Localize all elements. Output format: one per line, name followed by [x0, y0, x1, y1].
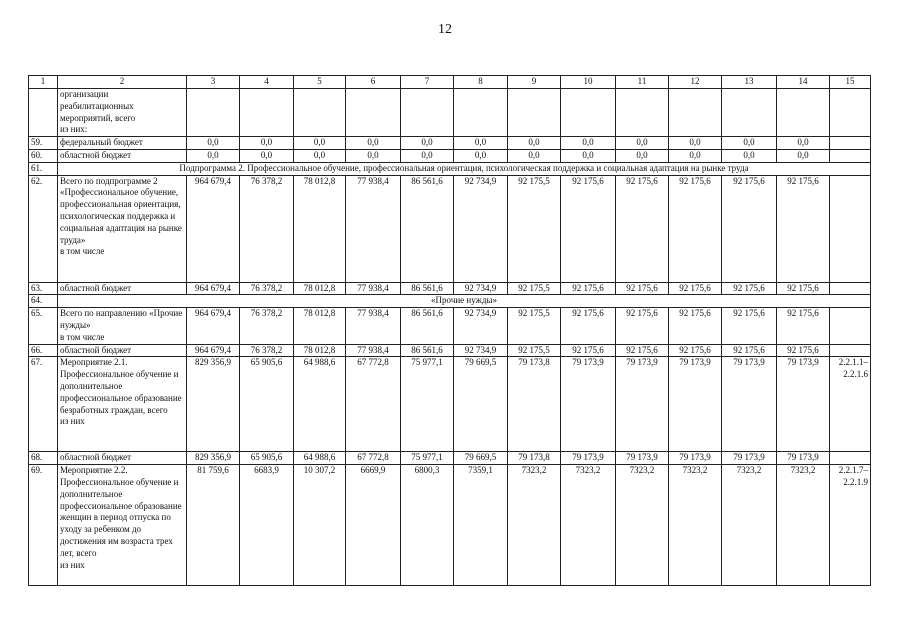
- value-cell: 92 175,6: [722, 175, 777, 282]
- reference-cell: [830, 89, 871, 137]
- value-cell: 0,0: [777, 137, 830, 150]
- value-cell: 64 988,6: [294, 357, 346, 452]
- reference-cell: [830, 175, 871, 282]
- row-index: 68.: [29, 452, 58, 465]
- value-cell: 79 173,8: [508, 357, 561, 452]
- row-index: 60.: [29, 149, 58, 162]
- value-cell: 92 175,6: [722, 344, 777, 357]
- reference-cell: [830, 137, 871, 150]
- value-cell: 92 175,6: [777, 175, 830, 282]
- value-cell: 0,0: [294, 149, 346, 162]
- value-cell: 0,0: [669, 137, 722, 150]
- value-cell: 75 977,1: [401, 452, 454, 465]
- value-cell: 0,0: [561, 137, 616, 150]
- value-cell: 92 175,6: [616, 344, 669, 357]
- row-label: Мероприятие 2.2. Профессиональное обучение и дополнительное профессиональное образование женщин в период отпуска по уходу за ребенком до достижения им возраста трех лет, всего из них: [58, 465, 187, 586]
- value-cell: 65 905,6: [240, 357, 294, 452]
- value-cell: 92 734,9: [454, 308, 508, 344]
- section-heading: Подпрограмма 2. Профессиональное обучение, профессиональная ориентация, психологическая поддержка и социальная адаптация на рынке труда: [58, 162, 871, 175]
- value-cell: 86 561,6: [401, 175, 454, 282]
- value-cell: 79 173,9: [561, 357, 616, 452]
- table-row: [29, 137, 871, 150]
- value-cell: 92 175,6: [561, 175, 616, 282]
- value-cell: 0,0: [346, 137, 401, 150]
- value-cell: 86 561,6: [401, 344, 454, 357]
- value-cell: 79 173,8: [508, 452, 561, 465]
- value-cell: 67 772,8: [346, 452, 401, 465]
- value-cell: 0,0: [346, 149, 401, 162]
- row-label: областной бюджет: [58, 282, 187, 295]
- value-cell: 0,0: [187, 137, 240, 150]
- value-cell: 6800,3: [401, 465, 454, 586]
- value-cell: 79 669,5: [454, 357, 508, 452]
- value-cell: 79 669,5: [454, 452, 508, 465]
- value-cell: 0,0: [669, 149, 722, 162]
- value-cell: 76 378,2: [240, 175, 294, 282]
- header-cell: 6: [346, 76, 401, 89]
- value-cell: 92 175,6: [669, 344, 722, 357]
- table-row: [29, 465, 871, 586]
- table-row: [29, 344, 871, 357]
- value-cell: 75 977,1: [401, 357, 454, 452]
- value-cell: 964 679,4: [187, 175, 240, 282]
- row-label: областной бюджет: [58, 149, 187, 162]
- value-cell: 7323,2: [508, 465, 561, 586]
- value-cell: [616, 89, 669, 137]
- table-row: [29, 357, 871, 452]
- value-cell: 67 772,8: [346, 357, 401, 452]
- value-cell: 79 173,9: [616, 452, 669, 465]
- value-cell: 79 173,9: [777, 357, 830, 452]
- row-index: 69.: [29, 465, 58, 586]
- row-index: 61.: [29, 162, 58, 175]
- value-cell: 92 175,5: [508, 175, 561, 282]
- row-label: организации реабилитационных мероприятий, всего из них:: [58, 89, 187, 137]
- table-row: [29, 162, 871, 175]
- value-cell: 76 378,2: [240, 282, 294, 295]
- value-cell: 0,0: [240, 137, 294, 150]
- value-cell: 0,0: [401, 137, 454, 150]
- reference-cell: [830, 149, 871, 162]
- value-cell: [669, 89, 722, 137]
- header-cell: 5: [294, 76, 346, 89]
- value-cell: 0,0: [240, 149, 294, 162]
- reference-cell: [830, 344, 871, 357]
- value-cell: 7323,2: [669, 465, 722, 586]
- header-cell: 15: [830, 76, 871, 89]
- value-cell: 92 175,5: [508, 282, 561, 295]
- row-label: Всего по направлению «Прочие нужды» в том числе: [58, 308, 187, 344]
- table-row: [29, 452, 871, 465]
- value-cell: 964 679,4: [187, 282, 240, 295]
- value-cell: 92 175,6: [722, 308, 777, 344]
- value-cell: 92 175,6: [669, 282, 722, 295]
- value-cell: 7323,2: [561, 465, 616, 586]
- value-cell: 0,0: [722, 137, 777, 150]
- header-cell: 8: [454, 76, 508, 89]
- row-label: областной бюджет: [58, 452, 187, 465]
- value-cell: 78 012,8: [294, 282, 346, 295]
- value-cell: 0,0: [561, 149, 616, 162]
- table-row: [29, 89, 871, 137]
- row-index: 63.: [29, 282, 58, 295]
- value-cell: 92 175,6: [669, 308, 722, 344]
- header-cell: 2: [58, 76, 187, 89]
- value-cell: 78 012,8: [294, 175, 346, 282]
- value-cell: 964 679,4: [187, 308, 240, 344]
- value-cell: 0,0: [777, 149, 830, 162]
- section-heading: «Прочие нужды»: [58, 295, 871, 308]
- value-cell: 92 175,6: [777, 344, 830, 357]
- value-cell: 92 175,6: [616, 282, 669, 295]
- value-cell: 76 378,2: [240, 344, 294, 357]
- reference-cell: [830, 452, 871, 465]
- header-cell: 1: [29, 76, 58, 89]
- value-cell: 0,0: [508, 149, 561, 162]
- reference-cell: [830, 308, 871, 344]
- table-row: [29, 295, 871, 308]
- reference-cell: 2.2.1.1–2.2.1.6: [830, 357, 871, 452]
- value-cell: 10 307,2: [294, 465, 346, 586]
- value-cell: 92 175,6: [722, 282, 777, 295]
- header-cell: 7: [401, 76, 454, 89]
- row-index: 59.: [29, 137, 58, 150]
- header-cell: 13: [722, 76, 777, 89]
- value-cell: 77 938,4: [346, 175, 401, 282]
- value-cell: 7323,2: [722, 465, 777, 586]
- value-cell: 0,0: [454, 137, 508, 150]
- value-cell: 92 734,9: [454, 282, 508, 295]
- value-cell: [561, 89, 616, 137]
- value-cell: 964 679,4: [187, 344, 240, 357]
- value-cell: [722, 89, 777, 137]
- value-cell: 92 734,9: [454, 175, 508, 282]
- header-cell: 10: [561, 76, 616, 89]
- row-index: 62.: [29, 175, 58, 282]
- value-cell: 76 378,2: [240, 308, 294, 344]
- value-cell: 78 012,8: [294, 344, 346, 357]
- value-cell: 0,0: [508, 137, 561, 150]
- value-cell: 86 561,6: [401, 282, 454, 295]
- row-index: 67.: [29, 357, 58, 452]
- value-cell: [346, 89, 401, 137]
- value-cell: [454, 89, 508, 137]
- reference-cell: 2.2.1.7–2.2.1.9: [830, 465, 871, 586]
- value-cell: 92 175,6: [777, 308, 830, 344]
- table-row: [29, 282, 871, 295]
- value-cell: 92 175,6: [561, 308, 616, 344]
- value-cell: 79 173,9: [561, 452, 616, 465]
- value-cell: [294, 89, 346, 137]
- value-cell: 79 173,9: [777, 452, 830, 465]
- row-index: 64.: [29, 295, 58, 308]
- value-cell: 0,0: [616, 137, 669, 150]
- row-index: 66.: [29, 344, 58, 357]
- header-cell: 9: [508, 76, 561, 89]
- value-cell: 92 175,6: [561, 282, 616, 295]
- value-cell: 65 905,6: [240, 452, 294, 465]
- table-row: [29, 175, 871, 282]
- value-cell: 0,0: [722, 149, 777, 162]
- table-row: [29, 308, 871, 344]
- value-cell: 0,0: [454, 149, 508, 162]
- row-index: 65.: [29, 308, 58, 344]
- budget-table: [28, 75, 871, 586]
- value-cell: [508, 89, 561, 137]
- value-cell: 92 175,6: [669, 175, 722, 282]
- row-label: Всего по подпрограмме 2 «Профессиональное обучение, профессиональная ориентация, психологическая поддержка и социальная адаптация на рынке труда» в том числе: [58, 175, 187, 282]
- value-cell: 829 356,9: [187, 452, 240, 465]
- row-label: Мероприятие 2.1. Профессиональное обучение и дополнительное профессиональное образование безработных граждан, всего из них: [58, 357, 187, 452]
- value-cell: 79 173,9: [616, 357, 669, 452]
- value-cell: 92 175,6: [616, 175, 669, 282]
- header-cell: 4: [240, 76, 294, 89]
- value-cell: 7323,2: [616, 465, 669, 586]
- value-cell: 79 173,9: [669, 452, 722, 465]
- value-cell: 92 175,6: [777, 282, 830, 295]
- value-cell: 92 175,5: [508, 308, 561, 344]
- value-cell: 77 938,4: [346, 282, 401, 295]
- value-cell: [240, 89, 294, 137]
- value-cell: 79 173,9: [669, 357, 722, 452]
- value-cell: [777, 89, 830, 137]
- value-cell: 92 175,5: [508, 344, 561, 357]
- value-cell: 829 356,9: [187, 357, 240, 452]
- value-cell: 0,0: [187, 149, 240, 162]
- row-index: [29, 89, 58, 137]
- table-row: [29, 149, 871, 162]
- value-cell: 92 175,6: [561, 344, 616, 357]
- value-cell: [187, 89, 240, 137]
- header-cell: 11: [616, 76, 669, 89]
- value-cell: 79 173,9: [722, 357, 777, 452]
- value-cell: 79 173,9: [722, 452, 777, 465]
- value-cell: 81 759,6: [187, 465, 240, 586]
- value-cell: 92 175,6: [616, 308, 669, 344]
- value-cell: 0,0: [294, 137, 346, 150]
- header-cell: 14: [777, 76, 830, 89]
- header-row: [29, 76, 871, 89]
- value-cell: 86 561,6: [401, 308, 454, 344]
- reference-cell: [830, 282, 871, 295]
- row-label: областной бюджет: [58, 344, 187, 357]
- value-cell: 7359,1: [454, 465, 508, 586]
- value-cell: 0,0: [401, 149, 454, 162]
- value-cell: 64 988,6: [294, 452, 346, 465]
- value-cell: 77 938,4: [346, 344, 401, 357]
- header-cell: 12: [669, 76, 722, 89]
- value-cell: 6669,9: [346, 465, 401, 586]
- header-cell: 3: [187, 76, 240, 89]
- row-label: федеральный бюджет: [58, 137, 187, 150]
- value-cell: 0,0: [616, 149, 669, 162]
- value-cell: 7323,2: [777, 465, 830, 586]
- value-cell: 77 938,4: [346, 308, 401, 344]
- page-number: 12: [438, 22, 452, 37]
- value-cell: [401, 89, 454, 137]
- value-cell: 92 734,9: [454, 344, 508, 357]
- value-cell: 78 012,8: [294, 308, 346, 344]
- value-cell: 6683,9: [240, 465, 294, 586]
